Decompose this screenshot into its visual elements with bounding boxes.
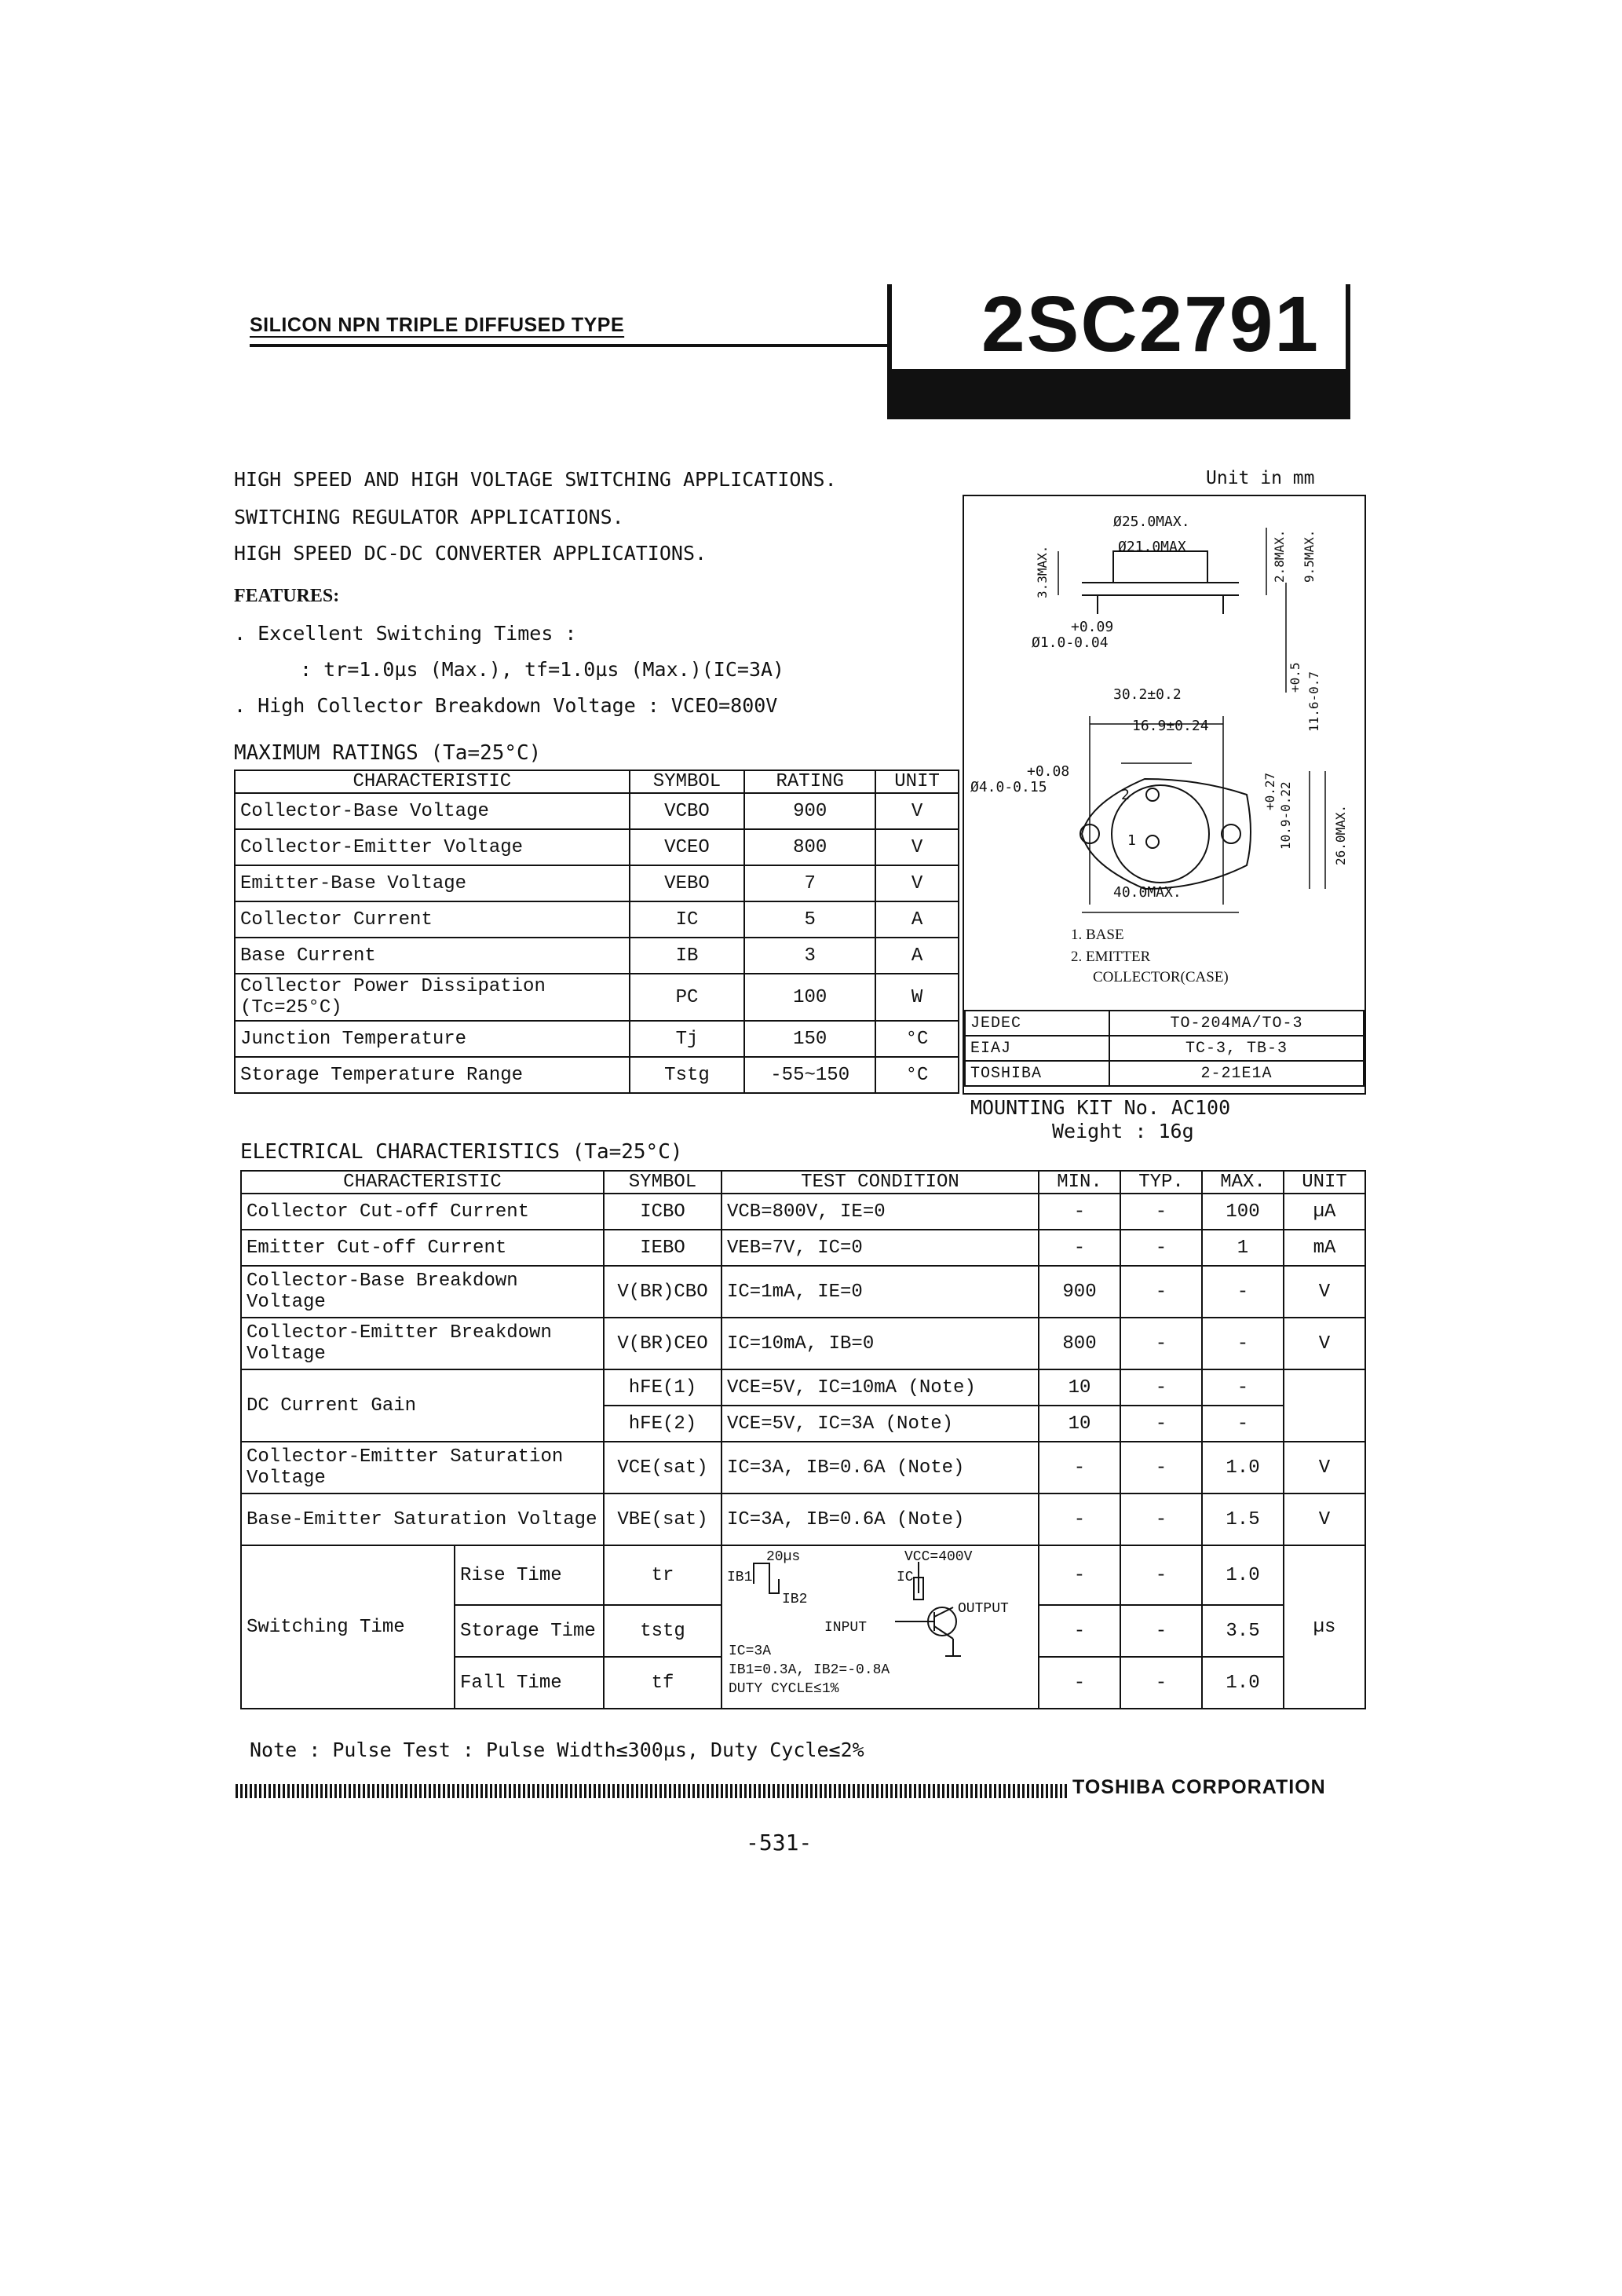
package-standards-table — [964, 1010, 1364, 1087]
condition-cell: IC=10mA, IB=0 — [721, 1318, 1039, 1369]
unit-cell: °C — [875, 1021, 959, 1057]
feature-switching-detail: : tr=1.0µs (Max.), tf=1.0µs (Max.)(IC=3A) — [300, 658, 785, 681]
electrical-characteristics-table — [240, 1170, 1366, 1709]
circuit-ib1-label: IB1 — [727, 1570, 753, 1585]
rating-cell: 800 — [744, 829, 875, 865]
min-cell: 900 — [1039, 1266, 1120, 1318]
max-cell: 1.0 — [1202, 1657, 1284, 1709]
column-header: RATING — [744, 770, 875, 793]
table-row — [235, 865, 959, 901]
max-cell: 3.5 — [1202, 1605, 1284, 1657]
table-row — [235, 938, 959, 974]
table-row — [235, 1057, 959, 1093]
dim-pin-spacing: 16.9±0.24 — [1132, 718, 1209, 734]
unit-cell: V — [1284, 1318, 1365, 1369]
pulse-test-note: Note : Pulse Test : Pulse Width≤300µs, Duty Cycle≤2% — [250, 1738, 864, 1761]
characteristic-cell: Emitter Cut-off Current — [241, 1230, 604, 1266]
unit-cell: V — [1284, 1493, 1365, 1545]
min-cell: 10 — [1039, 1369, 1120, 1406]
condition-cell: VEB=7V, IC=0 — [721, 1230, 1039, 1266]
unit-cell: mA — [1284, 1230, 1365, 1266]
column-header: TEST CONDITION — [721, 1171, 1039, 1194]
unit-cell: W — [875, 974, 959, 1021]
symbol-cell: VEBO — [630, 865, 745, 901]
table-row — [241, 1545, 1365, 1605]
min-cell: - — [1039, 1545, 1120, 1605]
table-row — [235, 901, 959, 938]
table-row — [241, 1493, 1365, 1545]
table-row — [965, 1036, 1364, 1061]
symbol-cell: VCEO — [630, 829, 745, 865]
column-header: SYMBOL — [630, 770, 745, 793]
column-header: SYMBOL — [604, 1171, 721, 1194]
symbol-cell: IC — [630, 901, 745, 938]
column-header: MIN. — [1039, 1171, 1120, 1194]
column-header: MAX. — [1202, 1171, 1284, 1194]
characteristic-cell: Base-Emitter Saturation Voltage — [241, 1493, 604, 1545]
min-cell: - — [1039, 1194, 1120, 1230]
condition-cell: IC=3A, IB=0.6A (Note) — [721, 1442, 1039, 1493]
symbol-cell: IEBO — [604, 1230, 721, 1266]
unit-cell — [1284, 1369, 1365, 1442]
characteristic-cell: DC Current Gain — [241, 1369, 604, 1442]
characteristic-cell: Junction Temperature — [235, 1021, 630, 1057]
column-header: TYP. — [1120, 1171, 1202, 1194]
pin-1-base — [1146, 835, 1159, 848]
characteristic-cell: Collector Cut-off Current — [241, 1194, 604, 1230]
min-cell: 800 — [1039, 1318, 1120, 1369]
dim-total-height: 9.5MAX. — [1302, 529, 1317, 583]
characteristic-cell: Collector Power Dissipation (Tc=25°C) — [235, 974, 630, 1021]
footer-barcode-rule — [236, 1784, 1068, 1798]
dim-offset: 10.9-0.22 — [1278, 781, 1293, 850]
symbol-cell: V(BR)CBO — [604, 1266, 721, 1318]
typ-cell: - — [1120, 1230, 1202, 1266]
typ-cell: - — [1120, 1194, 1202, 1230]
electrical-title: ELECTRICAL CHARACTERISTICS (Ta=25°C) — [240, 1140, 683, 1164]
typ-cell: - — [1120, 1657, 1202, 1709]
unit-cell: A — [875, 901, 959, 938]
dim-diameter-inner: Ø21.0MAX — [1118, 539, 1186, 555]
condition-cell: VCE=5V, IC=10mA (Note) — [721, 1369, 1039, 1406]
max-ratings-title: MAXIMUM RATINGS (Ta=25°C) — [234, 741, 542, 765]
symbol-cell: VCBO — [630, 793, 745, 829]
unit-cell: °C — [875, 1057, 959, 1093]
circuit-vcc: VCC=400V — [904, 1549, 973, 1565]
rating-cell: -55~150 — [744, 1057, 875, 1093]
table-row — [965, 1061, 1364, 1086]
flange-outline — [1082, 779, 1251, 889]
table-row — [241, 1442, 1365, 1493]
standard-value: TO-204MA/TO-3 — [1109, 1011, 1364, 1036]
table-row — [235, 1021, 959, 1057]
typ-cell: - — [1120, 1605, 1202, 1657]
max-cell: - — [1202, 1318, 1284, 1369]
symbol-cell: tf — [604, 1657, 721, 1709]
sub-characteristic-cell: Storage Time — [455, 1605, 604, 1657]
mounting-hole-right — [1222, 824, 1240, 843]
rating-cell: 150 — [744, 1021, 875, 1057]
pin-label-collector: COLLECTOR(CASE) — [1093, 969, 1229, 985]
dim-lead-length: 11.6-0.7 — [1306, 671, 1321, 732]
circuit-ib2-label: IB2 — [782, 1592, 808, 1607]
unit-cell: µA — [1284, 1194, 1365, 1230]
unit-cell: µs — [1284, 1545, 1365, 1709]
standard-value: TC-3, TB-3 — [1109, 1036, 1364, 1061]
application-line-3: HIGH SPEED DC-DC CONVERTER APPLICATIONS. — [234, 542, 707, 565]
circuit-output-label: OUTPUT — [958, 1601, 1009, 1617]
rating-cell: 5 — [744, 901, 875, 938]
rating-cell: 3 — [744, 938, 875, 974]
min-cell: - — [1039, 1605, 1120, 1657]
characteristic-cell: Storage Temperature Range — [235, 1057, 630, 1093]
table-row — [241, 1194, 1365, 1230]
sub-characteristic-cell: Fall Time — [455, 1657, 604, 1709]
min-cell: - — [1039, 1442, 1120, 1493]
max-cell: 100 — [1202, 1194, 1284, 1230]
min-cell: - — [1039, 1657, 1120, 1709]
symbol-cell: IB — [630, 938, 745, 974]
table-row — [241, 1369, 1365, 1406]
characteristic-cell: Emitter-Base Voltage — [235, 865, 630, 901]
max-cell: - — [1202, 1406, 1284, 1442]
feature-switching-times: . Excellent Switching Times : — [234, 622, 577, 645]
rating-cell: 900 — [744, 793, 875, 829]
company-name: TOSHIBA CORPORATION — [1072, 1776, 1326, 1798]
characteristic-cell: Base Current — [235, 938, 630, 974]
dim-lead-tolerance: +0.5 — [1288, 662, 1302, 693]
condition-cell: IC=3A, IB=0.6A (Note) — [721, 1493, 1039, 1545]
max-cell: 1.5 — [1202, 1493, 1284, 1545]
column-header: CHARACTERISTIC — [241, 1171, 604, 1194]
table-row — [235, 829, 959, 865]
unit-cell: A — [875, 938, 959, 974]
pin-1-marker: 1 — [1127, 832, 1136, 849]
symbol-cell: hFE(2) — [604, 1406, 721, 1442]
typ-cell: - — [1120, 1545, 1202, 1605]
symbol-cell: Tj — [630, 1021, 745, 1057]
dim-pin-tolerance: +0.09 — [1071, 619, 1114, 635]
unit-label: Unit in mm — [1206, 468, 1315, 488]
table-row — [235, 793, 959, 829]
mounting-kit: MOUNTING KIT No. AC100 — [970, 1096, 1231, 1119]
column-header: UNIT — [875, 770, 959, 793]
circuit-condition-ic: IC=3A — [729, 1643, 772, 1659]
column-header: CHARACTERISTIC — [235, 770, 630, 793]
rating-cell: 100 — [744, 974, 875, 1021]
unit-cell: V — [1284, 1442, 1365, 1493]
characteristic-cell: Collector Current — [235, 901, 630, 938]
sub-characteristic-cell: Rise Time — [455, 1545, 604, 1605]
min-cell: - — [1039, 1230, 1120, 1266]
table-row — [241, 1318, 1365, 1369]
condition-cell: IC=1mA, IE=0 — [721, 1266, 1039, 1318]
unit-cell: V — [875, 793, 959, 829]
package-drawing-box — [963, 495, 1366, 1095]
application-line-2: SWITCHING REGULATOR APPLICATIONS. — [234, 506, 624, 528]
max-cell: 1.0 — [1202, 1442, 1284, 1493]
dim-height: 3.3MAX. — [1035, 545, 1050, 598]
dim-hole-span: 30.2±0.2 — [1113, 686, 1182, 703]
symbol-cell: ICBO — [604, 1194, 721, 1230]
circuit-input-label: INPUT — [824, 1620, 868, 1636]
max-cell: 1.0 — [1202, 1545, 1284, 1605]
column-header: UNIT — [1284, 1171, 1365, 1194]
features-title: FEATURES: — [234, 586, 340, 606]
characteristic-cell: Collector-Base Breakdown Voltage — [241, 1266, 604, 1318]
circuit-ic-label: IC — [897, 1570, 914, 1585]
header-black-bar — [887, 369, 1350, 419]
typ-cell: - — [1120, 1406, 1202, 1442]
characteristic-cell: Collector-Base Voltage — [235, 793, 630, 829]
max-ratings-table — [234, 770, 959, 1094]
standard-name: TOSHIBA — [965, 1061, 1109, 1086]
characteristic-cell: Collector-Emitter Voltage — [235, 829, 630, 865]
pin-2-marker: 2 — [1121, 787, 1130, 803]
weight: Weight : 16g — [1052, 1120, 1194, 1143]
min-cell: 10 — [1039, 1406, 1120, 1442]
pin-label-emitter: 2. EMITTER — [1071, 949, 1151, 965]
circuit-condition-duty: DUTY CYCLE≤1% — [729, 1681, 839, 1697]
standard-name: EIAJ — [965, 1036, 1109, 1061]
dim-offset-tolerance: +0.27 — [1262, 772, 1277, 810]
page-number: -531- — [746, 1830, 813, 1855]
typ-cell: - — [1120, 1442, 1202, 1493]
can-top-outline — [1113, 551, 1207, 583]
symbol-cell: Tstg — [630, 1057, 745, 1093]
typ-cell: - — [1120, 1318, 1202, 1369]
device-type-label: SILICON NPN TRIPLE DIFFUSED TYPE — [250, 314, 625, 336]
rating-cell: 7 — [744, 865, 875, 901]
dim-hole-diameter: Ø4.0-0.15 — [970, 779, 1047, 795]
typ-cell: - — [1120, 1369, 1202, 1406]
unit-cell: V — [1284, 1266, 1365, 1318]
characteristic-cell: Collector-Emitter Saturation Voltage — [241, 1442, 604, 1493]
pin-2-emitter — [1146, 788, 1159, 801]
characteristic-cell: Switching Time — [241, 1545, 455, 1709]
dim-hole-tolerance: +0.08 — [1027, 763, 1070, 780]
min-cell: - — [1039, 1493, 1120, 1545]
standard-value: 2-21E1A — [1109, 1061, 1364, 1086]
table-row — [235, 974, 959, 1021]
symbol-cell: tstg — [604, 1605, 721, 1657]
standard-name: JEDEC — [965, 1011, 1109, 1036]
symbol-cell: V(BR)CEO — [604, 1318, 721, 1369]
circuit-condition-ib: IB1=0.3A, IB2=-0.8A — [729, 1662, 890, 1678]
switching-test-circuit — [721, 1545, 1039, 1709]
condition-cell: VCB=800V, IE=0 — [721, 1194, 1039, 1230]
part-number-title: 2SC2791 — [981, 280, 1320, 368]
characteristic-cell: Collector-Emitter Breakdown Voltage — [241, 1318, 604, 1369]
feature-breakdown-voltage: . High Collector Breakdown Voltage : VCEO=800V — [234, 694, 778, 717]
condition-cell: VCE=5V, IC=3A (Note) — [721, 1406, 1039, 1442]
application-line-1: HIGH SPEED AND HIGH VOLTAGE SWITCHING APPLICATIONS. — [234, 468, 837, 491]
dim-pin-diameter: Ø1.0-0.04 — [1032, 634, 1109, 651]
symbol-cell: hFE(1) — [604, 1369, 721, 1406]
pin-label-base: 1. BASE — [1071, 927, 1124, 943]
dim-flange-height: 2.8MAX. — [1272, 529, 1287, 583]
dim-overall-height: 26.0MAX. — [1333, 804, 1348, 865]
unit-cell: V — [875, 829, 959, 865]
max-cell: - — [1202, 1266, 1284, 1318]
typ-cell: - — [1120, 1266, 1202, 1318]
unit-cell: V — [875, 865, 959, 901]
input-pulse-waveform — [754, 1563, 779, 1593]
max-cell: - — [1202, 1369, 1284, 1406]
header-rule — [250, 344, 887, 347]
table-header-row — [241, 1171, 1365, 1194]
symbol-cell: PC — [630, 974, 745, 1021]
symbol-cell: VBE(sat) — [604, 1493, 721, 1545]
dim-diameter-outer: Ø25.0MAX. — [1113, 514, 1190, 530]
circuit-pulse-width: 20µs — [766, 1549, 801, 1565]
table-row — [241, 1230, 1365, 1266]
dim-width: 40.0MAX. — [1113, 884, 1182, 901]
symbol-cell: tr — [604, 1545, 721, 1605]
table-row — [965, 1011, 1364, 1036]
symbol-cell: VCE(sat) — [604, 1442, 721, 1493]
typ-cell: - — [1120, 1493, 1202, 1545]
table-header-row — [235, 770, 959, 793]
max-cell: 1 — [1202, 1230, 1284, 1266]
table-row — [241, 1266, 1365, 1318]
